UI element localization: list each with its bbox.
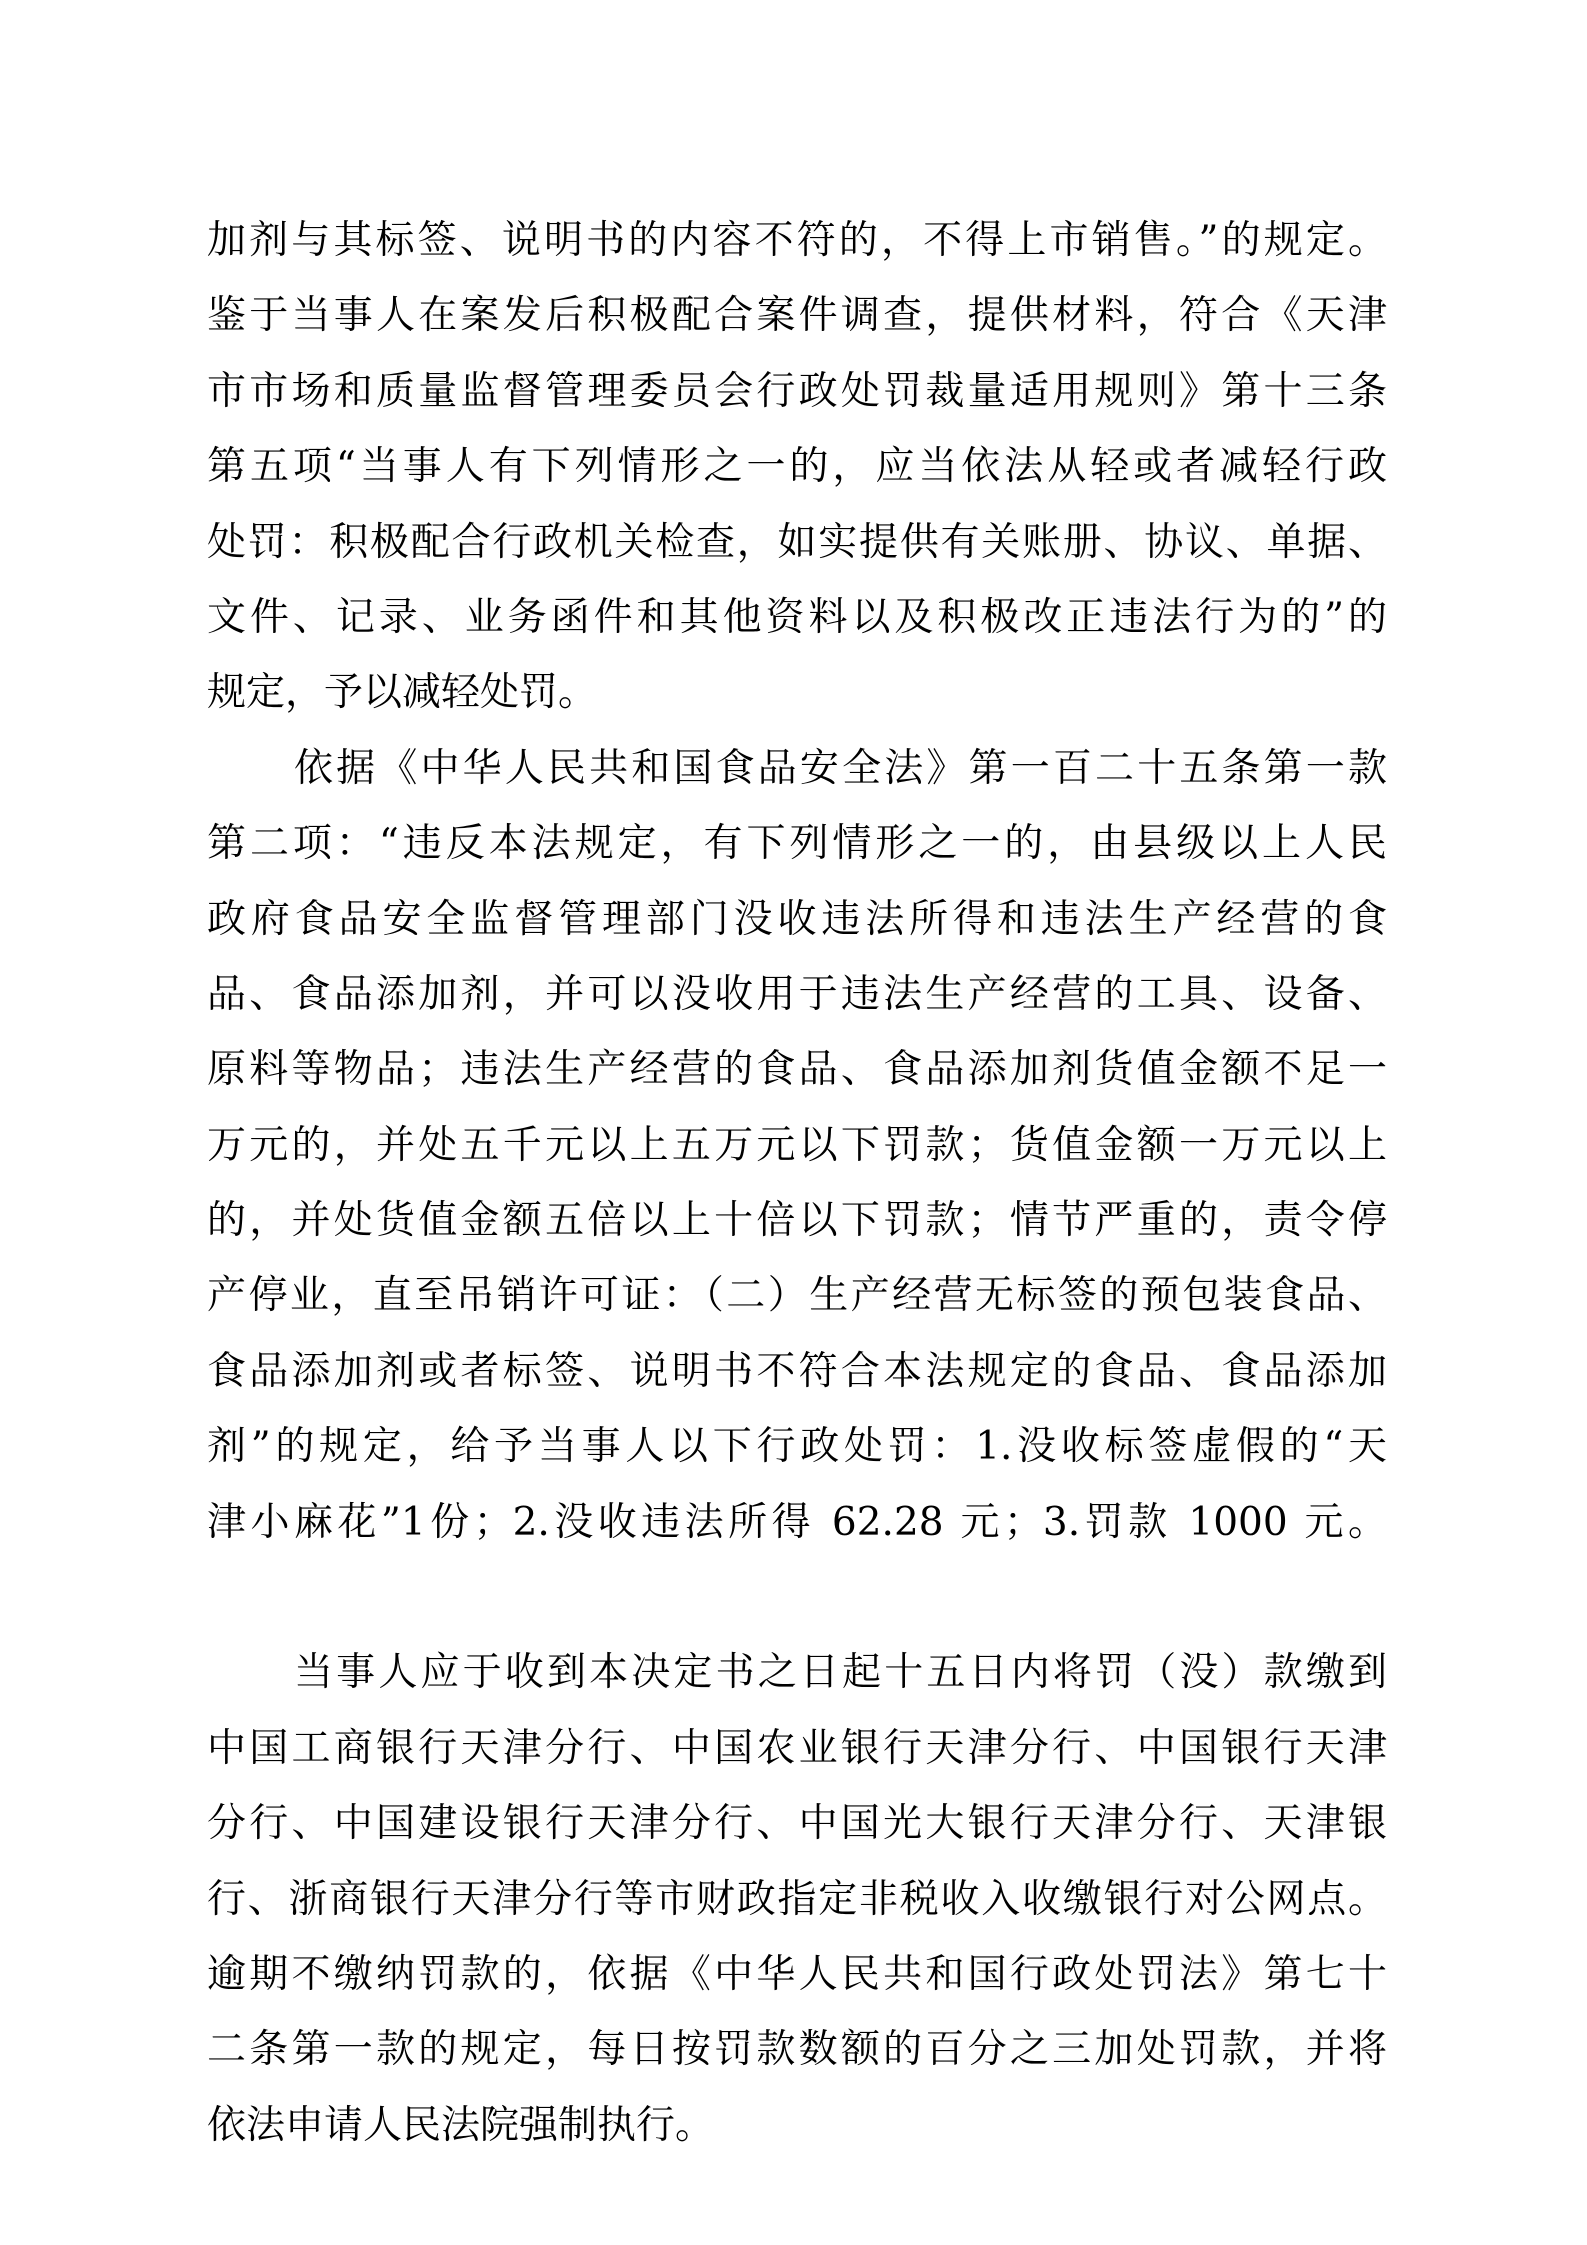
text-line: 中国工商银行天津分行、中国农业银行天津分行、中国银行天津 <box>207 1725 1387 1771</box>
text-line: 依法申请人民法院强制执行。 <box>207 2102 715 2148</box>
text-line: 市市场和质量监督管理委员会行政处罚裁量适用规则》第十三条 <box>207 368 1387 414</box>
document-page <box>207 203 1387 2163</box>
text-line: 剂”的规定，给予当事人以下行政处罚：1.没收标签虚假的“天 <box>207 1424 1387 1470</box>
text-line: 文件、记录、业务函件和其他资料以及积极改正违法行为的”的 <box>207 594 1387 640</box>
paragraph-mitigation <box>207 203 1387 731</box>
text-line: 万元的，并处五千元以上五万元以下罚款；货值金额一万元以上 <box>207 1122 1387 1168</box>
text-line: 规定，予以减轻处罚。 <box>207 670 598 716</box>
paragraph-legal-basis <box>207 731 1387 1636</box>
text-line: 鉴于当事人在案发后积极配合案件调查，提供材料，符合《天津 <box>207 293 1387 339</box>
text-line: 第五项“当事人有下列情形之一的，应当依法从轻或者减轻行政 <box>207 444 1387 490</box>
text-line: 二条第一款的规定，每日按罚款数额的百分之三加处罚款，并将 <box>207 2027 1387 2073</box>
text-line: 的，并处货值金额五倍以上十倍以下罚款；情节严重的，责令停 <box>207 1198 1387 1244</box>
text-line: 行、浙商银行天津分行等市财政指定非税收入收缴银行对公网点。 <box>207 1876 1387 1922</box>
text-line: 津小麻花”1份；2.没收违法所得 62.28 元；3.罚款 1000 元。 <box>207 1499 1387 1545</box>
text-line: 加剂与其标签、说明书的内容不符的，不得上市销售。”的规定。 <box>207 218 1387 263</box>
text-line: 分行、中国建设银行天津分行、中国光大银行天津分行、天津银 <box>207 1801 1387 1847</box>
text-line: 食品添加剂或者标签、说明书不符合本法规定的食品、食品添加 <box>207 1348 1387 1394</box>
text-line: 依据《中华人民共和国食品安全法》第一百二十五条第一款 <box>294 745 1387 791</box>
text-line <box>207 1560 1387 1635</box>
text-line: 原料等物品；违法生产经营的食品、食品添加剂货值金额不足一 <box>207 1047 1387 1093</box>
text-line: 处罚：积极配合行政机关检查，如实提供有关账册、协议、单据、 <box>207 519 1387 565</box>
text-line: 当事人应于收到本决定书之日起十五日内将罚（没）款缴到 <box>294 1650 1387 1696</box>
paragraph-payment <box>207 1635 1387 2163</box>
text-line: 品、食品添加剂，并可以没收用于违法生产经营的工具、设备、 <box>207 971 1387 1017</box>
text-line: 逾期不缴纳罚款的，依据《中华人民共和国行政处罚法》第七十 <box>207 1951 1387 1997</box>
text-line: 政府食品安全监督管理部门没收违法所得和违法生产经营的食 <box>207 896 1387 942</box>
text-line: 产停业，直至吊销许可证：（二）生产经营无标签的预包装食品、 <box>207 1273 1387 1319</box>
text-line: 第二项：“违反本法规定，有下列情形之一的，由县级以上人民 <box>207 821 1387 867</box>
